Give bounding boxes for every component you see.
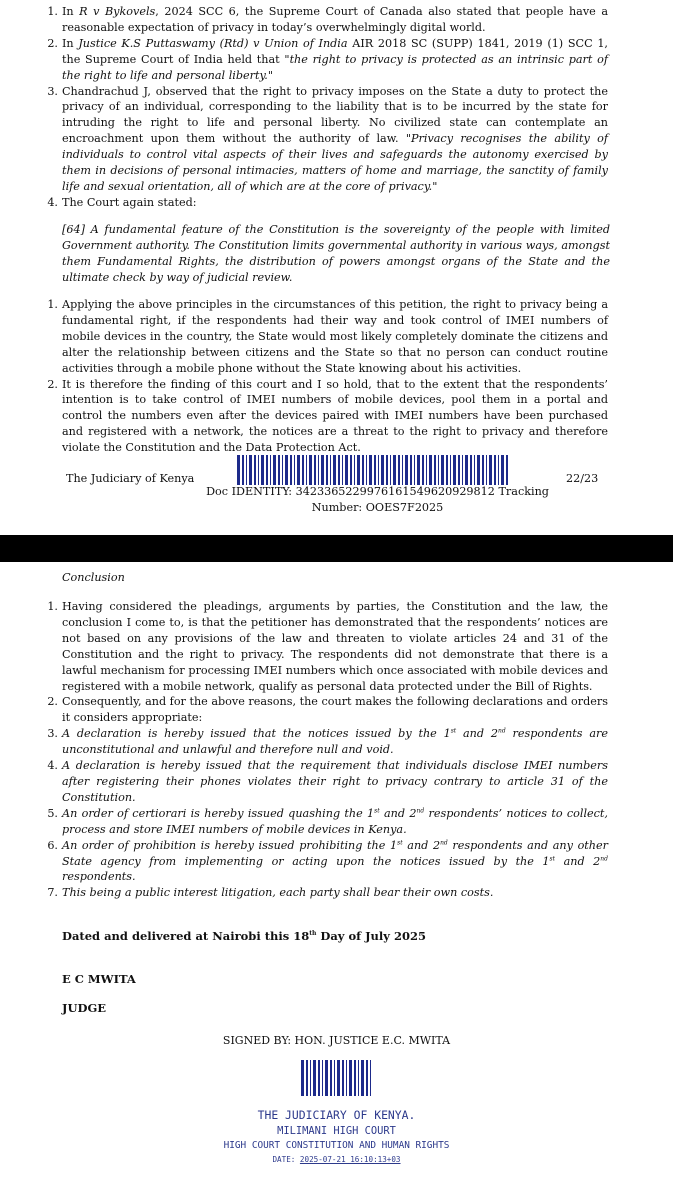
barcode-bar [390,455,391,485]
list-item: 1. Applying the above principles in the circumstances of this petition, the right to privacy being a fundamental right, if the respondents had their way and took control of IMEI numbers of mobile devices in the country, the State would most likely completely dominate the citizens and alter the relationship between citizens and the State so that no person can conduct routine activities through a mobile phone without the State knowing about his activities. [62,297,608,377]
list-number: 7. [47,886,58,900]
ordinal-suffix: nd [440,838,448,846]
barcode-bar [322,1060,323,1096]
barcode-bar [297,455,300,485]
findings-list [47,297,608,456]
text-run: Consequently, and for the above reasons, the court makes the following declarations and orders it considers appropriate: [62,695,608,725]
ordinal-suffix: st [397,838,403,846]
barcode-bar [489,455,492,485]
barcode-bar [366,1060,368,1096]
doc-identity-tracking: Doc IDENTITY: 342336522997616154962092981​2 Tracking Number: OOES7F2025 [206,485,549,514]
barcode-bar [470,455,472,485]
barcode-bar [346,1060,347,1096]
barcode-bar [414,455,415,485]
barcode-bar [326,455,328,485]
barcode-bar [290,455,292,485]
barcode-bar [362,455,364,485]
barcode-bar [246,455,247,485]
barcode-bar [318,455,319,485]
barcode-bar [506,455,508,485]
barcode-bar [410,455,412,485]
text-run: "Privacy recognises the ability of individuals to control vital aspects of their lives and safeguards the autonomy exercised by them in decisions of personal intimacies, matters of home and marriage, the sanctity of family life and sexual orientation, all of which are at the core of privacy." [62,132,608,193]
page-number: 22/23 [566,472,599,485]
ordinal-suffix: th [309,930,317,938]
barcode-bar [494,455,496,485]
barcode-bar [258,455,259,485]
barcode-bar [477,455,480,485]
barcode-bar [453,455,456,485]
barcode-bar [261,455,264,485]
barcode-bar [369,455,372,485]
barcode-bar [349,1060,352,1096]
barcode-bar [354,1060,356,1096]
barcode-bar [342,455,343,485]
text-run: the right to privacy is protected as an intrinsic part of the right to life and personal liberty. [62,52,609,82]
barcode-bar [450,455,451,485]
document-page-22 [0,0,673,535]
text-run: and 2 [456,727,498,741]
list-item [47,726,608,758]
list-number: 5. [47,806,58,820]
barcode-bar [370,1060,371,1096]
barcode-bar [337,1060,340,1096]
text-run: respondents are unconstitutional and unlawful and therefore null and void. [62,727,608,757]
barcode-bar [321,455,324,485]
signature-barcode [301,1060,371,1096]
barcode-bar [350,455,352,485]
list-item [47,694,608,726]
text-run: In [62,5,80,18]
stamp-date [0,1155,673,1164]
list-number: 2. [47,695,58,709]
barcode-bar [474,455,475,485]
text-run: A declaration is hereby issued that the requirement that individuals disclose IMEI numbers after registering their phones violates their right to privacy contrary to article 31 of the Constitution. [62,759,608,804]
barcode-bar [358,1060,359,1096]
text-run: R v Bykovels [79,5,156,18]
ordinal-suffix: nd [416,807,425,815]
list-number: 1. [47,298,58,311]
barcode-bar [270,455,271,485]
barcode-bar [422,455,424,485]
barcode-bar [426,455,427,485]
barcode-bar [438,455,439,485]
text-run: Chandrachud J, observed that the right to privacy imposes on the State a duty to protect the privacy of an individual, corresponding to the liability that is to be incurred by the state for intruding the right to life and personal liberty. No civilized state can contemplate an encroachment upon them without the authority of law. [62,84,608,146]
barcode-bar [441,455,444,485]
ordinal-suffix: st [374,807,380,815]
barcode-bar [354,455,355,485]
stamp-division: HIGH COURT CONSTITUTION AND HUMAN RIGHTS [223,1140,450,1151]
barcode-bar [366,455,367,485]
barcode-bar [393,455,396,485]
barcode-bar [325,1060,328,1096]
barcode-bar [342,1060,344,1096]
barcode-bar [378,455,379,485]
barcode-bar [249,455,252,485]
text-run: This being a public interest litigation, each party shall bear their own costs. [62,886,494,900]
text-run: Day of July 2025 [316,929,426,943]
list-item [47,758,608,806]
barcode-bar [417,455,420,485]
barcode-bar [301,1060,304,1096]
list-item: 2. It is therefore the finding of this court and I so hold, that to the extent that the respondents’ intention is to take control of IMEI numbers of mobile devices, pool them in a portal and control the numbers even after the devices paired with IMEI numbers have been purchased and registered with a network, the notices are a threat to the right to privacy and therefore violate the Constitution and the Data Protection Act. [62,377,608,457]
barcode-bar [374,455,376,485]
text-run: and 2 [379,806,417,820]
barcode-bar [330,455,331,485]
text-run: A declaration is hereby issued that the notices issued by the 1 [62,727,451,741]
barcode-bar [446,455,448,485]
barcode-bar [338,455,340,485]
text-run: In [62,36,79,50]
text-run: respondents and any other State agency from implementing or acting upon the notices issued by the 1 [62,838,608,868]
barcode-bar [306,1060,308,1096]
judge-title: JUDGE [62,1001,107,1015]
list-number: 4. [47,759,58,773]
text-run: AIR 2018 SC (SUPP) 1841, 2019 (1) SCC 1, the Supreme Court of India held that " [62,36,608,66]
list-number: 1. [47,5,58,18]
text-run: and 2 [555,854,601,868]
barcode-bar [429,455,432,485]
barcode-bar [309,455,312,485]
barcode-bar [278,455,280,485]
barcode-bar [285,455,288,485]
barcode-bar [314,455,316,485]
text-run: and 2 [402,838,441,852]
list-item [47,885,608,901]
ordinal-suffix: nd [497,727,506,735]
barcode-bar [458,455,460,485]
stamp-date-value: 2025-07-21 16:10:13+03 [299,1155,401,1164]
barcode-bar [282,455,283,485]
barcode-bar [381,455,384,485]
precedents-list [47,4,609,211]
barcode-bar [237,455,240,485]
barcode-bar [357,455,360,485]
text-run: The Court again stated: [62,195,197,209]
court-quote: [64] A fundamental feature of the Constitution is the sovereignty of the people with limited Government authority. The Constitution limits governmental authority in various ways, amongst them Fundamental Rights, the distribution of powers amongst organs of the State and the ultimate check by way of judicial review. [62,223,610,284]
barcode-bar [386,455,388,485]
barcode-bar [254,455,256,485]
list-item [47,599,608,694]
list-item [47,84,608,195]
list-item [47,806,608,838]
barcode-bar [434,455,436,485]
list-number: 3. [47,84,58,98]
list-number: 6. [47,838,58,852]
barcode-bar [398,455,400,485]
list-item [47,838,608,886]
barcode-bar [266,455,268,485]
barcode-bar [405,455,408,485]
barcode-bar [318,1060,320,1096]
barcode-bar [501,455,504,485]
conclusion-heading: Conclusion [62,571,125,584]
barcode-bar [313,1060,316,1096]
barcode-bar [345,455,348,485]
conclusion-list [47,599,608,901]
barcode-bar [330,1060,332,1096]
barcode-bar [486,455,487,485]
judge-name: E C MWITA [62,972,136,986]
text-run: Justice K.S Puttaswamy (Rtd) v Union of India [78,36,348,50]
text-run: , 2024 SCC 6, the Supreme Court of Canada also stated that people have a reasonable expectation of privacy in today’s overwhelmingly digital world. [62,5,608,34]
barcode-bar [333,455,336,485]
barcode-bar [462,455,463,485]
list-number: 3. [47,727,58,741]
barcode-bar [465,455,468,485]
barcode-image [237,455,509,485]
ordinal-suffix: st [450,727,457,735]
footer-judiciary-name: The Judiciary of Kenya [66,472,195,485]
text-run: respondents’ notices to collect, process and store IMEI numbers of mobile devices in Kenya. [62,806,608,836]
list-item [47,36,609,84]
text-run: An order of prohibition is hereby issued prohibiting the 1 [62,838,398,852]
barcode-bar [334,1060,335,1096]
text-run: respondents. [62,870,136,884]
list-item [47,195,608,211]
text-run: Dated and delivered at Nairobi this 18 [62,929,310,943]
barcode-bar [302,455,304,485]
list-item [47,4,608,36]
list-number: 2. [47,36,58,50]
barcode-bar [294,455,295,485]
ordinal-suffix: nd [600,854,608,862]
text-run: An order of certiorari is hereby issued quashing the 1 [62,806,375,820]
barcode-bar [306,455,307,485]
barcode-bar [482,455,484,485]
barcode-bar [273,455,276,485]
list-number: 1. [47,600,58,613]
list-number: 2. [47,377,58,391]
stamp-date-label: DATE: [272,1155,296,1164]
ordinal-suffix: st [549,854,556,862]
barcode-bar [498,455,499,485]
text-run: " [267,68,274,82]
barcode-bar [310,1060,311,1096]
barcode-bar [242,455,244,485]
list-number: 4. [47,195,58,209]
signed-by: SIGNED BY: HON. JUSTICE E.C. MWITA [222,1034,451,1047]
stamp-judiciary: THE JUDICIARY OF KENYA. [257,1108,416,1122]
barcode-bar [361,1060,364,1096]
barcode-bar [402,455,403,485]
text-run: Having considered the pleadings, arguments by parties, the Constitution and the law, the conclusion I come to, is that the petitioner has demonstrated that the respondents’ notices are not based on any provisions of the law and threaten to violate articles 24 and 31 of the Constitution and the right to privacy. The respondents did not demonstrate that there is a lawful mechanism for processing IMEI numbers which once associated with mobile devices and registered with a mobile network, qualify as personal data protected under the Bill of Rights. [62,600,608,693]
dated-delivered-line [62,929,426,943]
stamp-court: MILIMANI HIGH COURT [277,1125,396,1137]
